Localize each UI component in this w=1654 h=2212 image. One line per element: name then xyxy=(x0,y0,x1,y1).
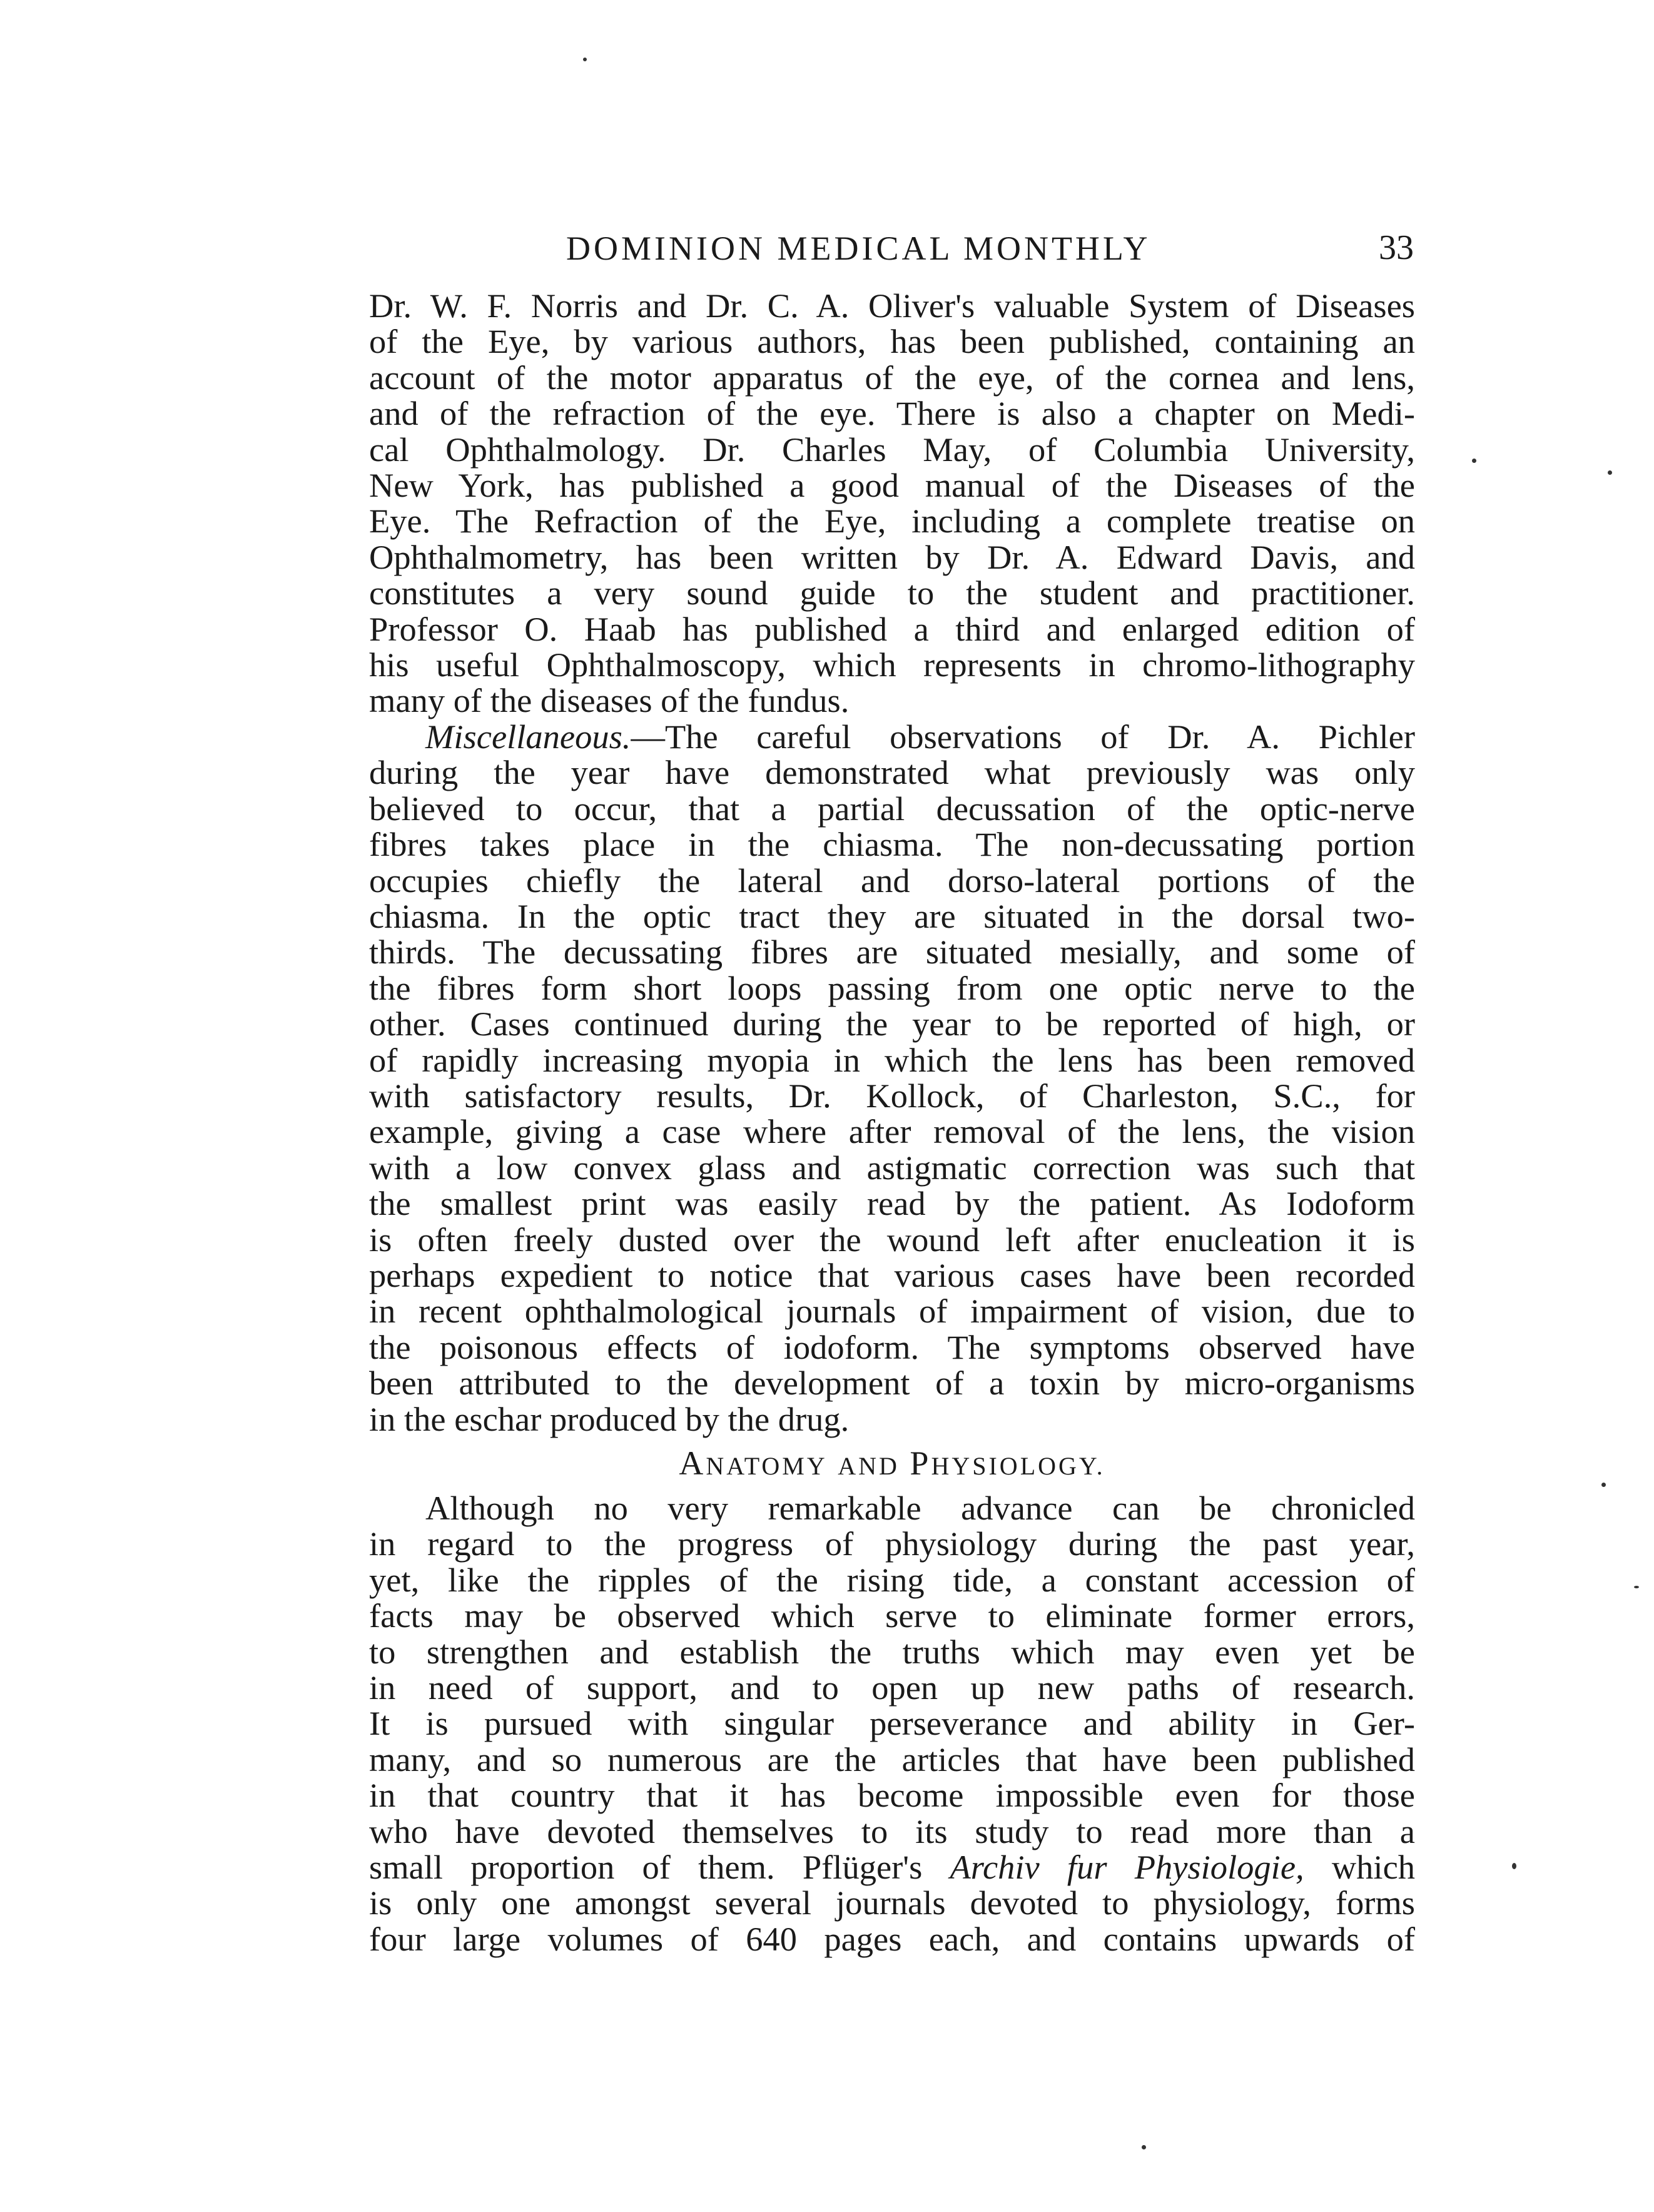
text-line: constitutes a very sound guide to the student and practitioner. xyxy=(369,574,1415,612)
text-line: Professor O. Haab has published a third and enlarged edition of xyxy=(369,609,1415,648)
text-run: which xyxy=(1304,1848,1416,1887)
text-line: of rapidly increasing myopia in which the lens has been removed xyxy=(369,1040,1415,1079)
print-speck xyxy=(1601,1483,1606,1487)
heading-word: NATOMY xyxy=(706,1452,828,1480)
text-line: New York, has published a good manual of the Diseases of the xyxy=(369,466,1415,505)
text-line: many of the diseases of the fundus. xyxy=(369,681,850,720)
paragraph-publications xyxy=(369,288,1415,719)
text-line: example, giving a case where after removal of the lens, the vision xyxy=(369,1112,1415,1151)
text-line: Eye. The Refraction of the Eye, including a complete treatise on xyxy=(369,502,1415,540)
paragraph-miscellaneous xyxy=(369,719,1415,1437)
text-line: in the eschar produced by the drug. xyxy=(369,1399,850,1438)
text-line: in need of support, and to open up new paths of research. xyxy=(369,1668,1415,1707)
text-line: in regard to the progress of physiology during the past year, xyxy=(369,1525,1415,1563)
body-text xyxy=(369,288,1415,1957)
print-speck xyxy=(1634,1586,1639,1588)
running-head xyxy=(372,223,1414,273)
journal-citation: Archiv fur Physiologie, xyxy=(950,1848,1304,1887)
miscellaneous-lead: Miscellaneous. xyxy=(425,717,631,756)
print-speck xyxy=(1512,1863,1516,1869)
text-line: occupies chiefly the lateral and dorso-lateral portions of the xyxy=(369,861,1415,900)
text-line: in that country that it has become impossible even for those xyxy=(369,1776,1415,1815)
heading-word: AND xyxy=(838,1452,900,1480)
text-line: with satisfactory results, Dr. Kollock, of Charleston, S.C., for xyxy=(369,1076,1415,1115)
text-line: four large volumes of 640 pages each, and contains upwards of xyxy=(369,1919,1415,1958)
text-line: of the Eye, by various authors, has been published, containing an xyxy=(369,322,1415,361)
text-line: perhaps expedient to notice that various cases have been recorded xyxy=(369,1256,1415,1294)
paragraph-physiology xyxy=(369,1490,1415,1957)
text-line: in recent ophthalmological journals of impairment of vision, due to xyxy=(369,1292,1415,1331)
text-run: —The careful observations of Dr. A. Pichler xyxy=(631,717,1415,756)
text-line: the poisonous effects of iodoform. The symptoms observed have xyxy=(369,1327,1415,1366)
text-line: It is pursued with singular perseverance and ability in Ger- xyxy=(369,1704,1415,1743)
text-line: Although no very remarkable advance can be chronicled xyxy=(425,1489,1415,1527)
heading-initial: P xyxy=(910,1444,931,1482)
text-line: with a low convex glass and astigmatic correction was such that xyxy=(369,1148,1415,1187)
text-line: his useful Ophthalmoscopy, which represents in chromo-lithography xyxy=(369,646,1415,684)
print-speck xyxy=(583,58,587,61)
text-line: is only one amongst several journals devoted to physiology, forms xyxy=(369,1884,1415,1922)
section-heading-anatomy-physiology xyxy=(369,1446,1415,1484)
text-line: facts may be observed which serve to eliminate former errors, xyxy=(369,1596,1415,1635)
text-line: is often freely dusted over the wound left after enucleation it is xyxy=(369,1220,1415,1259)
print-speck xyxy=(1472,459,1476,463)
text-line: during the year have demonstrated what previously was only xyxy=(369,753,1415,792)
heading-word: HYSIOLOGY. xyxy=(931,1452,1105,1480)
text-line: Ophthalmometry, has been written by Dr. A. Edward Davis, and xyxy=(369,537,1415,576)
text-line: thirds. The decussating fibres are situated mesially, and some of xyxy=(369,933,1415,972)
journal-title: DOMINION MEDICAL MONTHLY xyxy=(566,230,1151,267)
text-line: to strengthen and establish the truths which may even yet be xyxy=(369,1632,1415,1671)
heading-initial: A xyxy=(679,1444,706,1482)
text-line: yet, like the ripples of the rising tide, a constant accession of xyxy=(369,1560,1415,1599)
text-line: the fibres form short loops passing from one optic nerve to the xyxy=(369,968,1415,1007)
text-line: believed to occur, that a partial decussation of the optic-nerve xyxy=(369,789,1415,828)
print-speck xyxy=(1142,2145,1146,2149)
text-line: and of the refraction of the eye. There is also a chapter on Medi- xyxy=(369,394,1415,433)
text-line: cal Ophthalmology. Dr. Charles May, of Columbia University, xyxy=(369,430,1415,469)
text-run: small proportion of them. Pflüger's xyxy=(369,1848,950,1887)
text-line: been attributed to the development of a toxin by micro-organisms xyxy=(369,1364,1415,1403)
text-line: fibres takes place in the chiasma. The non-decussating portion xyxy=(369,825,1415,864)
page-number: 33 xyxy=(1379,228,1414,267)
text-line: account of the motor apparatus of the eye, of the cornea and lens, xyxy=(369,358,1415,397)
text-line-with-citation xyxy=(369,1849,1415,1885)
print-speck xyxy=(1608,470,1612,475)
text-line: many, and so numerous are the articles that have been published xyxy=(369,1740,1415,1778)
text-line: other. Cases continued during the year to be reported of high, or xyxy=(369,1005,1415,1043)
text-line: the smallest print was easily read by the patient. As Iodoform xyxy=(369,1184,1415,1223)
text-line: chiasma. In the optic tract they are situated in the dorsal two- xyxy=(369,896,1415,935)
text-line: Dr. W. F. Norris and Dr. C. A. Oliver's valuable System of Diseases xyxy=(369,287,1415,325)
text-line: who have devoted themselves to its study to read more than a xyxy=(369,1812,1415,1850)
text-line-with-lead xyxy=(369,719,1415,754)
